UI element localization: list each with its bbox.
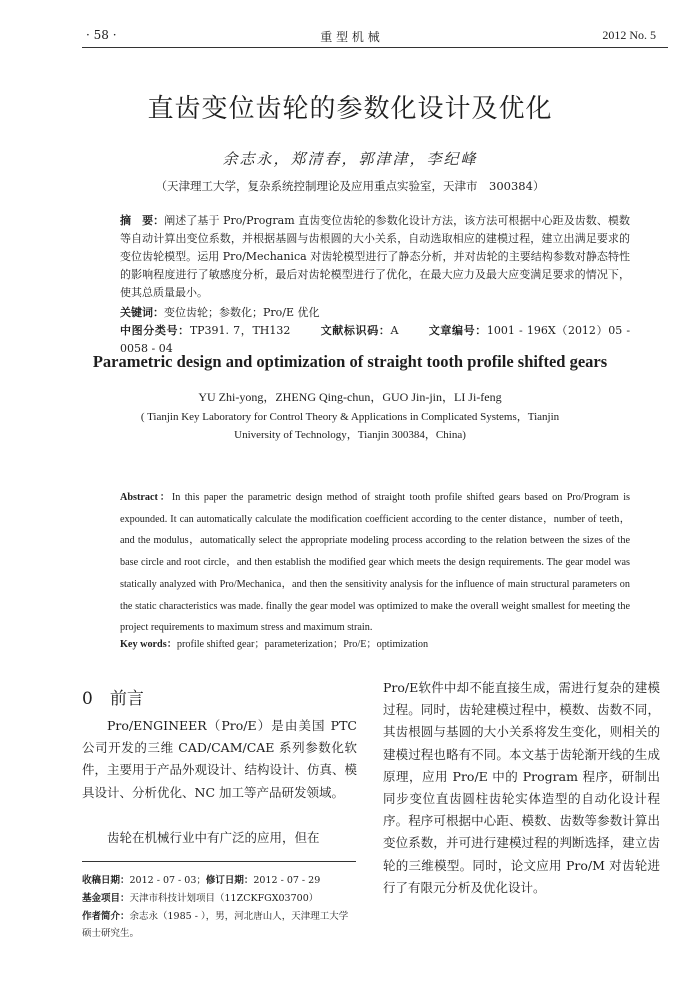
article-label: 文章编号：	[428, 324, 487, 337]
received-date: 2012 - 07 - 03；	[129, 875, 206, 886]
abstract-en	[120, 487, 630, 639]
header-rule	[82, 47, 668, 48]
abstract-cn-text: 阐述了基于 Pro/Program 直齿变位齿轮的参数化设计方法，该方法可根据中心距及齿数、模数等自动计算出变位系数，并根据基圆与齿根圆的大小关系，自动选取相应的建模过程，建立出满足要求的变位齿轮模型。运用 Pro/Mechanica 对齿轮模型进行了静态分析，并对齿轮的主要结构参数对静态特性的影响程度进行了敏感度分析，最后对齿轮模型进行了优化，在最大应力及最大应变满足要求的情况下，使其总质量最小。	[120, 214, 630, 299]
section-heading: 0 前言	[82, 689, 144, 709]
authors-en: YU Zhi-yong，ZHENG Qing-chun，GUO Jin-jin，LI Ji-feng	[198, 390, 502, 404]
affiliation-cn: （天津理工大学，复杂系统控制理论及应用重点实验室，天津市 300384）	[155, 179, 545, 193]
journal-name: 重 型 机 械	[320, 30, 380, 44]
revised-label: 修订日期：	[205, 875, 254, 886]
abstract-cn-label: 摘 要：	[120, 214, 165, 227]
footnote-dates	[82, 872, 372, 889]
revised-date: 2012 - 07 - 29	[253, 875, 321, 886]
body-left-paragraph-2: 齿轮在机械行业中有广泛的应用，但在	[107, 830, 320, 845]
paper-title-en: Parametric design and optimization of straight tooth profile shifted gears	[92, 352, 608, 371]
author-bio: 余志永（1985 - ），男，河北唐山人，天津理工大学硕士研究生。	[82, 911, 349, 939]
keywords-en	[120, 634, 630, 656]
keywords-cn-text: 变位齿轮；参数化；Pro/E 优化	[164, 306, 320, 319]
footnote-fund	[82, 890, 372, 907]
fund-label: 基金项目：	[82, 893, 130, 904]
abstract-en-label: Abstract：	[120, 492, 172, 503]
footnote-author	[82, 908, 352, 942]
author-label: 作者简介：	[82, 911, 130, 922]
body-right-paragraph: Pro/E软件中却不能直接生成，需进行复杂的建模过程。同时，齿轮建模过程中，模数、齿数不同，其齿根圆与基圆的大小关系将发生变化，则相关的建模过程也略有不同。本文基于齿轮渐开线的生成原理，应用 Pro/E 中的 Program 程序，研制出同步变位直齿圆柱齿轮实体造型的自动化设计程序。程序可根据中心距、模数、齿数等参数计算出变位系数，并可进行建模过程的判断选择，建立齿轮的三维模型。同时，论文应用 Pro/M 对齿轮进行了有限元分析及优化设计。	[383, 680, 660, 895]
class-label: 中图分类号：	[120, 324, 190, 337]
keywords-cn-label: 关键词：	[120, 306, 164, 319]
paper-title-cn: 直齿变位齿轮的参数化设计及优化	[147, 94, 553, 124]
article-value: 1001 - 196X（2012）05 - 0058 - 04	[120, 324, 631, 355]
footnote-rule	[82, 861, 356, 862]
keywords-cn	[120, 304, 630, 322]
issue-number: 2012 No. 5	[602, 28, 656, 42]
docid-label: 文献标识码：	[320, 324, 391, 337]
abstract-en-text: In this paper the parametric design method of straight tooth profile shifted gears based on Pro/Program is expounded. It can automatically calculate the modification coefficient according to the center distance，number of teeth，and the modulus，automatically select the appropriate modeling process according to the relation between the sizes of the base circle and root circle，and then establish the modified gear which meets the design requirements. The gear model was statically analyzed with Pro/Mechanica，and then the sensitivity analysis for the influence of main structural parameters on the static characteristics was made. finally the gear model was optimized to make the overall weight smallest for meeting the project requirements to maximum stress and maximum strain.	[120, 492, 630, 634]
affiliation-en: ( Tianjin Key Laboratory for Control Theory & Applications in Complicated Systems，Tianjin University of Technology，Tianjin 300384，China)	[140, 411, 560, 441]
docid-value: A	[390, 324, 399, 337]
keywords-en-label: Key words：	[120, 639, 177, 650]
body-left-paragraph-1: Pro/ENGINEER（Pro/E）是由美国 PTC 公司开发的三维 CAD/CAM/CAE 系列参数化软件，主要用于产品外观设计、结构设计、仿真、模具设计、分析优化、NC 加工等产品研发领域。	[82, 718, 358, 800]
class-value: TP391. 7，TH132	[189, 324, 291, 337]
page-number: · 58 ·	[86, 28, 117, 42]
authors-cn: 余志永，郑清春，郭津津，李纪峰	[222, 150, 478, 168]
received-label: 收稿日期：	[82, 875, 130, 886]
fund-text: 天津市科技计划项目（11ZCKFGX03700）	[129, 893, 319, 904]
abstract-cn	[120, 212, 630, 302]
keywords-en-text: profile shifted gear；parameterization；Pro/E；optimization	[176, 639, 429, 650]
